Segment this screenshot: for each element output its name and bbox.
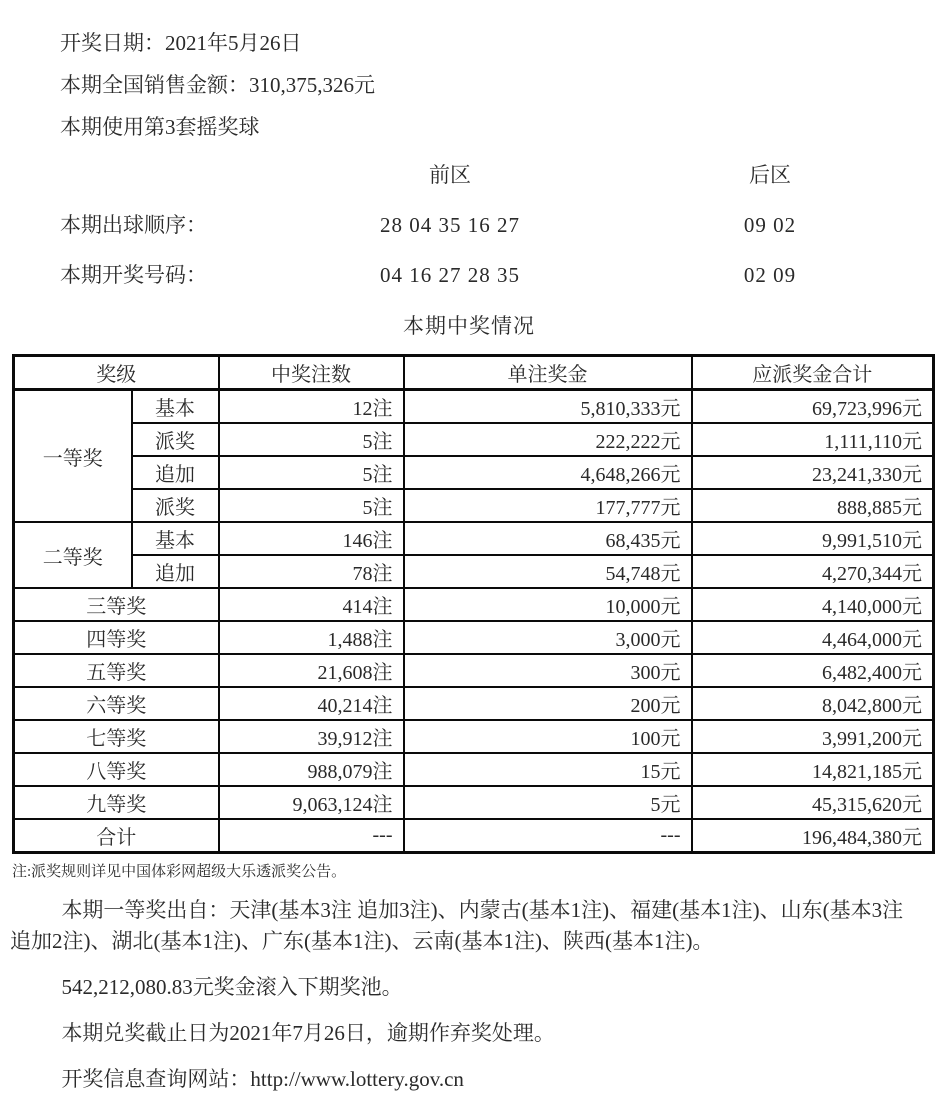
table-row bbox=[14, 654, 934, 687]
prize-level-cell: 一等奖 bbox=[14, 390, 132, 523]
draw-date-line: 开奖日期：2021年5月26日 bbox=[60, 31, 302, 55]
prize-subtype-cell: 基本 bbox=[132, 390, 219, 424]
header-winning-count: 中奖注数 bbox=[219, 356, 404, 390]
prize-cell: 100元 bbox=[404, 720, 692, 753]
sales-amount-line: 本期全国销售金额：310,375,326元 bbox=[60, 73, 375, 97]
count-cell: 21,608注 bbox=[219, 654, 404, 687]
header-prize-level: 奖级 bbox=[14, 356, 219, 390]
total-cell: 1,111,110元 bbox=[692, 423, 934, 456]
total-cell: 45,315,620元 bbox=[692, 786, 934, 819]
prize-subtype-cell: 派奖 bbox=[132, 489, 219, 522]
winning-numbers-spacer bbox=[540, 262, 690, 288]
prize-cell: 15元 bbox=[404, 753, 692, 786]
prize-level-cell: 三等奖 bbox=[14, 588, 219, 621]
count-cell: 988,079注 bbox=[219, 753, 404, 786]
winning-numbers-back: 02 09 bbox=[743, 263, 797, 287]
total-label-cell: 合计 bbox=[14, 819, 219, 853]
back-zone-label: 后区 bbox=[749, 163, 791, 187]
total-cell: 23,241,330元 bbox=[692, 456, 934, 489]
prize-cell: 300元 bbox=[404, 654, 692, 687]
count-cell: 39,912注 bbox=[219, 720, 404, 753]
prize-subtype-cell: 追加 bbox=[132, 555, 219, 588]
table-row bbox=[14, 720, 934, 753]
count-cell: 5注 bbox=[219, 423, 404, 456]
zone-header-row bbox=[60, 162, 928, 188]
prize-level-cell: 二等奖 bbox=[14, 522, 132, 588]
count-cell: 9,063,124注 bbox=[219, 786, 404, 819]
header-total-payout: 应派奖金合计 bbox=[692, 356, 934, 390]
total-cell: 4,140,000元 bbox=[692, 588, 934, 621]
table-row bbox=[14, 456, 934, 489]
ball-set-line: 本期使用第3套摇奖球 bbox=[60, 115, 260, 139]
count-cell: 1,488注 bbox=[219, 621, 404, 654]
prize-cell: 177,777元 bbox=[404, 489, 692, 522]
table-row bbox=[14, 786, 934, 819]
prize-table bbox=[12, 354, 935, 854]
draw-order-label: 本期出球顺序： bbox=[60, 213, 207, 237]
total-cell: 9,991,510元 bbox=[692, 522, 934, 555]
prize-level-cell: 八等奖 bbox=[14, 753, 219, 786]
website-line: 开奖信息查询网站：http://www.lottery.gov.cn bbox=[61, 1067, 464, 1091]
total-cell: 8,042,800元 bbox=[692, 687, 934, 720]
prize-table-title: 本期中奖情况 bbox=[403, 314, 535, 338]
prize-level-cell: 六等奖 bbox=[14, 687, 219, 720]
count-cell: 5注 bbox=[219, 456, 404, 489]
prize-cell: 200元 bbox=[404, 687, 692, 720]
prize-level-cell: 九等奖 bbox=[14, 786, 219, 819]
total-cell: 3,991,200元 bbox=[692, 720, 934, 753]
prize-cell: 54,748元 bbox=[404, 555, 692, 588]
total-cell: 6,482,400元 bbox=[692, 654, 934, 687]
prize-subtype-cell: 基本 bbox=[132, 522, 219, 555]
prize-cell: 68,435元 bbox=[404, 522, 692, 555]
deadline-line: 本期兑奖截止日为2021年7月26日，逾期作弃奖处理。 bbox=[61, 1021, 555, 1045]
table-header-row bbox=[14, 356, 934, 390]
total-cell: 4,270,344元 bbox=[692, 555, 934, 588]
draw-order-row bbox=[60, 212, 928, 238]
table-row bbox=[14, 555, 934, 588]
count-cell: 78注 bbox=[219, 555, 404, 588]
table-row bbox=[14, 390, 934, 424]
rollover-line: 542,212,080.83元奖金滚入下期奖池。 bbox=[61, 975, 403, 999]
total-cell: 888,885元 bbox=[692, 489, 934, 522]
prize-level-cell: 四等奖 bbox=[14, 621, 219, 654]
table-row bbox=[14, 522, 934, 555]
total-cell: 69,723,996元 bbox=[692, 390, 934, 424]
count-cell: 146注 bbox=[219, 522, 404, 555]
total-cell: 4,464,000元 bbox=[692, 621, 934, 654]
total-cell: 14,821,185元 bbox=[692, 753, 934, 786]
draw-order-front-numbers: 28 04 35 16 27 bbox=[380, 213, 520, 237]
prize-cell: 222,222元 bbox=[404, 423, 692, 456]
winning-numbers-label: 本期开奖号码： bbox=[60, 263, 207, 287]
draw-order-spacer bbox=[540, 212, 690, 238]
winning-numbers-row bbox=[60, 262, 928, 288]
winning-numbers-front: 04 16 27 28 35 bbox=[380, 263, 520, 287]
prize-cell: 4,648,266元 bbox=[404, 456, 692, 489]
total-cell: 196,484,380元 bbox=[692, 819, 934, 853]
prize-cell: 3,000元 bbox=[404, 621, 692, 654]
prize-subtype-cell: 派奖 bbox=[132, 423, 219, 456]
prize-subtype-cell: 追加 bbox=[132, 456, 219, 489]
table-row bbox=[14, 621, 934, 654]
draw-order-back-numbers: 09 02 bbox=[743, 213, 797, 237]
table-row bbox=[14, 588, 934, 621]
count-cell: 414注 bbox=[219, 588, 404, 621]
front-zone-label: 前区 bbox=[429, 163, 471, 187]
prize-level-cell: 七等奖 bbox=[14, 720, 219, 753]
winners-origin-paragraph: 本期一等奖出自：天津(基本3注 追加3注)、内蒙古(基本1注)、福建(基本1注)、山东(基本3注 追加2注)、湖北(基本1注)、广东(基本1注)、云南(基本1注)、陕西(基本1注)。 bbox=[10, 898, 904, 953]
count-cell: 40,214注 bbox=[219, 687, 404, 720]
prize-level-cell: 五等奖 bbox=[14, 654, 219, 687]
count-cell: 12注 bbox=[219, 390, 404, 424]
prize-cell: 5,810,333元 bbox=[404, 390, 692, 424]
header-single-prize: 单注奖金 bbox=[404, 356, 692, 390]
table-row bbox=[14, 423, 934, 456]
zone-header-spacer bbox=[540, 162, 690, 188]
zone-header-spacer bbox=[60, 162, 360, 188]
count-cell: --- bbox=[219, 819, 404, 853]
table-total-row bbox=[14, 819, 934, 853]
rule-note: 注:派奖规则详见中国体彩网超级大乐透派奖公告。 bbox=[12, 864, 347, 880]
count-cell: 5注 bbox=[219, 489, 404, 522]
table-row bbox=[14, 687, 934, 720]
prize-cell: 10,000元 bbox=[404, 588, 692, 621]
table-row bbox=[14, 753, 934, 786]
prize-cell: --- bbox=[404, 819, 692, 853]
prize-cell: 5元 bbox=[404, 786, 692, 819]
table-row bbox=[14, 489, 934, 522]
